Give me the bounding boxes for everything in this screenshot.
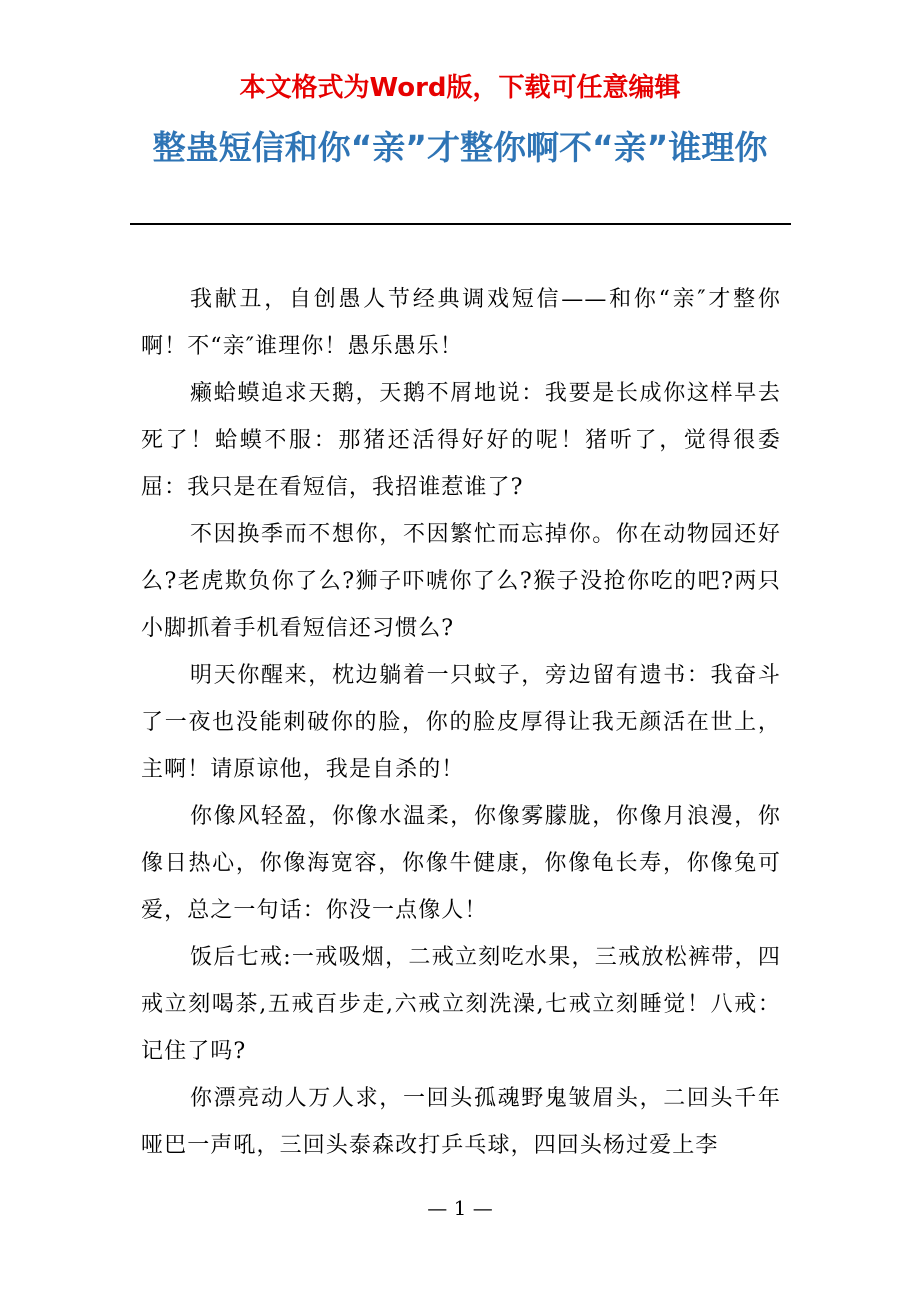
paragraph-mosquito: 明天你醒来，枕边躺着一只蚊子，旁边留有遗书：我奋斗了一夜也没能刺破你的脸，你的脸皮厚得让我无颜活在世上，主啊！请原谅他，我是自杀的！ [141,663,781,782]
document-body [141,276,781,1169]
paragraph-like-wind: 你像风轻盈，你像水温柔，你像雾朦胧，你像月浪漫，你像日热心，你像海宽容，你像牛健康，你像龟长寿，你像兔可爱，总之一句话：你没一点像人！ [141,804,781,923]
document-title: 整蛊短信和你“亲”才整你啊不“亲”谁理你 [152,128,768,167]
title-divider [130,223,791,225]
format-notice: 本文格式为Word版，下载可任意编辑 [239,73,681,103]
paragraph-seven-rules: 饭后七戒:一戒吸烟，二戒立刻吃水果，三戒放松裤带，四戒立刻喝茶,五戒百步走,六戒立刻洗澡,七戒立刻睡觉！八戒：记住了吗? [141,945,781,1064]
paragraph-toad-swan: 癞蛤蟆追求天鹅，天鹅不屑地说：我要是长成你这样早去死了！蛤蟆不服：那猪还活得好好的呢！猪听了，觉得很委屈：我只是在看短信，我招谁惹谁了? [141,381,781,500]
paragraph-intro: 我献丑，自创愚人节经典调戏短信——和你“亲″才整你啊！不“亲″谁理你！愚乐愚乐！ [141,287,781,359]
paragraph-zoo: 不因换季而不想你，不因繁忙而忘掉你。你在动物园还好么?老虎欺负你了么?狮子吓唬你了么?猴子没抢你吃的吧?两只小脚抓着手机看短信还习惯么? [141,522,781,641]
paragraph-look-back: 你漂亮动人万人求，一回头孤魂野鬼皱眉头，二回头千年哑巴一声吼，三回头泰森改打乒乓球，四回头杨过爱上李 [141,1086,781,1158]
page-number: — 1 — [427,1196,493,1220]
